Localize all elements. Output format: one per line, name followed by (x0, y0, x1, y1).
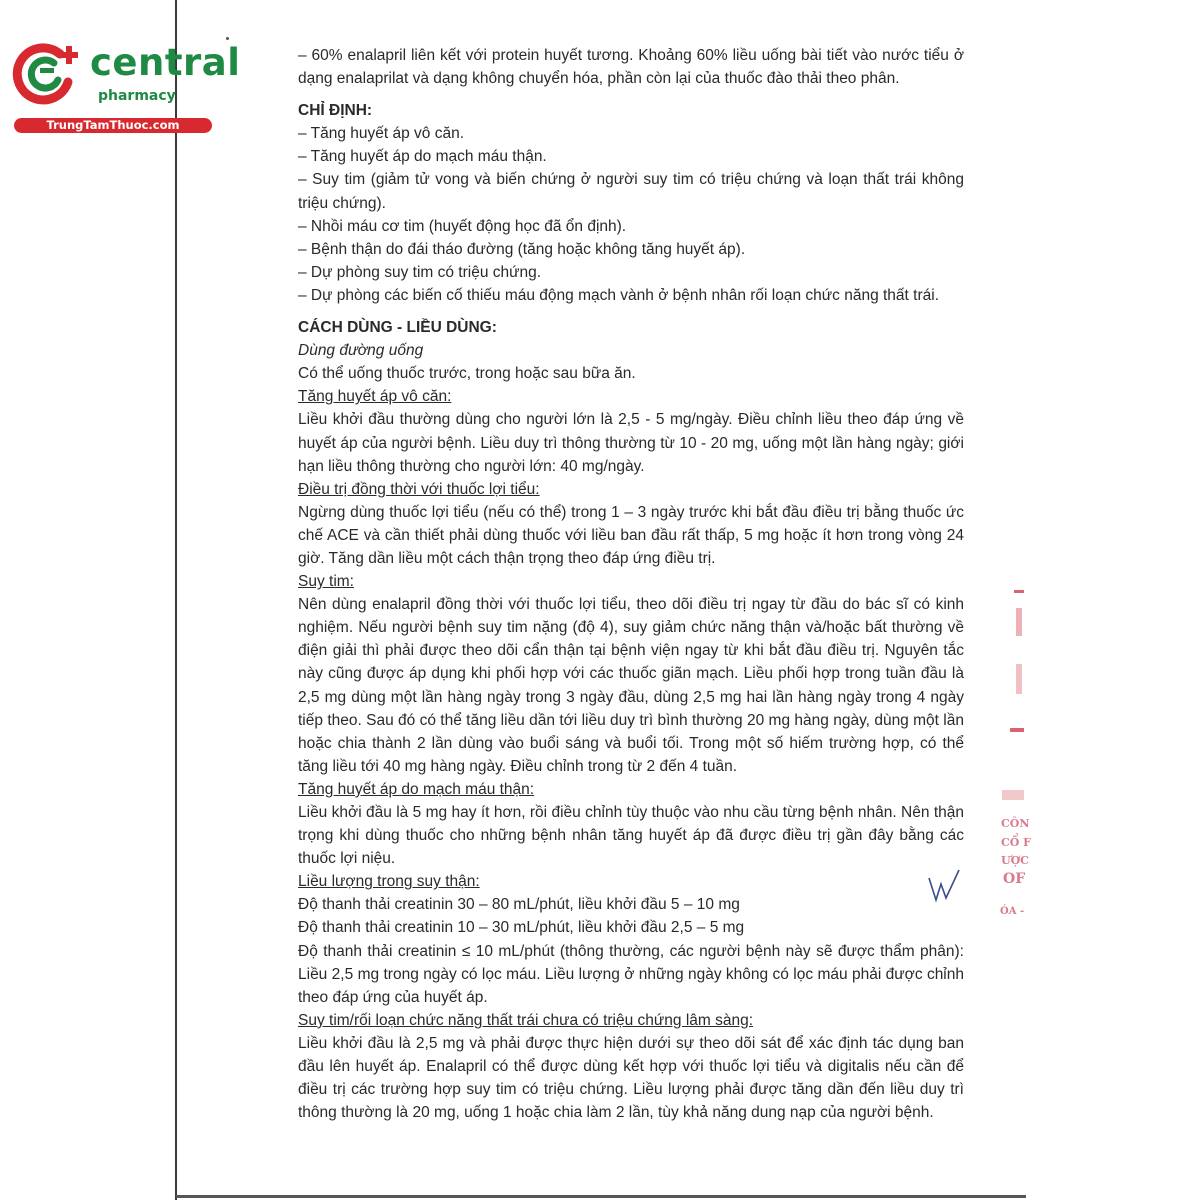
section-title: Tăng huyết áp do mạch máu thận: (298, 780, 535, 798)
section-text: Ngừng dùng thuốc lợi tiểu (nếu có thể) trong 1 – 3 ngày trước khi bắt đầu điều trị bằng thuốc ức chế ACE và cần thiết phải dùng thuốc với liều ban đầu rất thấp, 5 mg hoặc ít hơn trong vòng 24 giờ. Tăng dần liều một cách thận trọng theo đáp ứng điều trị. (298, 503, 964, 567)
section-text: Độ thanh thải creatinin 10 – 30 mL/phút, liều khởi đầu 2,5 – 5 mg (298, 919, 745, 937)
document-body (298, 44, 964, 1124)
indication-item: – Suy tim (giảm tử vong và biến chứng ở người suy tim có triệu chứng và loạn thất trái không triệu chứng). (298, 171, 964, 212)
pharmacy-cross-logo-icon (12, 38, 82, 108)
speck (226, 37, 229, 40)
stamp-mark (1010, 728, 1024, 732)
section-title: Suy tim/rối loạn chức năng thất trái chưa có triệu chứng lâm sàng: (298, 1011, 754, 1029)
stamp-fragment: ÓA - (1000, 906, 1025, 917)
indication-item: – Bệnh thận do đái tháo đường (tăng hoặc không tăng huyết áp). (298, 240, 746, 258)
stamp-mark (1016, 664, 1022, 694)
stamp-mark (1002, 790, 1024, 800)
central-pharmacy-logo[interactable] (10, 36, 241, 136)
indications-heading: CHỈ ĐỊNH: (298, 102, 373, 120)
section-title: Điều trị đồng thời với thuốc lợi tiểu: (298, 480, 540, 498)
section-text: Độ thanh thải creatinin ≤ 10 mL/phút (thông thường, các người bệnh này sẽ được thẩm phân): Liều 2,5 mg trong ngày có lọc máu. Liều lượng ở những ngày không có lọc máu phải được chỉnh theo đáp ứng của huyết áp. (298, 942, 964, 1006)
intro-paragraph: – 60% enalapril liên kết với protein huyết tương. Khoảng 60% liều uống bài tiết vào nước tiểu ở dạng enalaprilat và dạng không chuyển hóa, phần còn lại của thuốc đào thải theo phân. (298, 47, 964, 88)
indication-item: – Tăng huyết áp do mạch máu thận. (298, 148, 547, 166)
route-text: Dùng đường uống (298, 342, 424, 360)
left-margin (0, 0, 176, 1200)
section-text: Độ thanh thải creatinin 30 – 80 mL/phút, liều khởi đầu 5 – 10 mg (298, 896, 740, 914)
section-title: Tăng huyết áp vô căn: (298, 388, 452, 406)
page-edge (175, 0, 177, 1200)
section-text: Liều khởi đầu là 5 mg hay ít hơn, rồi điều chỉnh tùy thuộc vào nhu cầu từng bệnh nhân. Nên thận trọng khi dùng thuốc cho những bệnh nhân tăng huyết áp đã được điều trị gần đây bằng các thuốc lợi niệu. (298, 804, 964, 868)
section-text: Liều khởi đầu thường dùng cho người lớn là 2,5 - 5 mg/ngày. Điều chỉnh liều theo đáp ứng về huyết áp của người bệnh. Liều duy trì thông thường từ 10 - 20 mg, uống một lần hàng ngày; giới hạn liều thông thường cho người lớn: 40 mg/ngày. (298, 411, 964, 475)
stamp-mark (1016, 608, 1022, 636)
logo-name: central (90, 41, 241, 84)
stamp-fragment: OF (1003, 871, 1026, 887)
section-title: Liều lượng trong suy thận: (298, 873, 480, 891)
stamp-fragment: CỔ F (1001, 836, 1031, 849)
section-title: Suy tim: (298, 573, 354, 591)
signature-mark-icon (926, 866, 962, 906)
indication-item: – Tăng huyết áp vô căn. (298, 125, 465, 143)
indication-item: – Dự phòng các biến cố thiếu máu động mạch vành ở bệnh nhân rối loạn chức năng thất trái. (298, 286, 939, 304)
stamp-mark (1014, 590, 1024, 593)
logo-site-bar: TrungTamThuoc.com (14, 118, 212, 133)
stamp-fragment: CÔN (1001, 817, 1030, 830)
page-bottom-edge (176, 1195, 1026, 1198)
route-note: Có thể uống thuốc trước, trong hoặc sau bữa ăn. (298, 365, 636, 383)
stamp-fragment: ƯỢC (1001, 854, 1029, 867)
indication-item: – Dự phòng suy tim có triệu chứng. (298, 263, 542, 281)
dosage-heading: CÁCH DÙNG - LIỀU DÙNG: (298, 319, 497, 337)
logo-subtitle: pharmacy (98, 88, 176, 104)
section-text: Liều khởi đầu là 2,5 mg và phải được thực hiện dưới sự theo dõi sát để xác định tác dụng ban đầu lên huyết áp. Enalapril có thể được dùng kết hợp với thuốc lợi tiểu và digitalis nếu cần để điều trị các trường hợp suy tim có triệu chứng. Liều lượng phải được tăng dần đến liều duy trì thông thường là 20 mg, uống 1 hoặc chia làm 2 lần, tùy khả năng dung nạp của người bệnh. (298, 1034, 964, 1122)
indication-item: – Nhồi máu cơ tim (huyết động học đã ổn định). (298, 217, 627, 235)
section-text: Nên dùng enalapril đồng thời với thuốc lợi tiểu, theo dõi điều trị ngay từ đầu do bác sĩ có kinh nghiệm. Nếu người bệnh suy tim nặng (độ 4), suy giảm chức năng thận và/hoặc bất thường về điện giải thì phải được theo dõi cẩn thận tại bệnh viện ngay từ khi bắt đầu điều trị. Nguyên tắc này cũng được áp dụng khi phối hợp với các thuốc giãn mạch. Liều phối hợp trong tuần đầu là 2,5 mg dùng một lần hàng ngày trong 3 ngày đầu, dùng 2,5 mg hai lần hàng ngày trong 4 ngày tiếp theo. Sau đó có thể tăng liều dần tới liều duy trì bình thường 20 mg hàng ngày, dùng một lần hoặc chia thành 2 lần dùng vào buổi sáng và buổi tối. Trong một số hiếm trường hợp, có thể tăng liều tới 40 mg hàng ngày. Điều chỉnh trong từ 2 đến 4 tuần. (298, 596, 964, 775)
